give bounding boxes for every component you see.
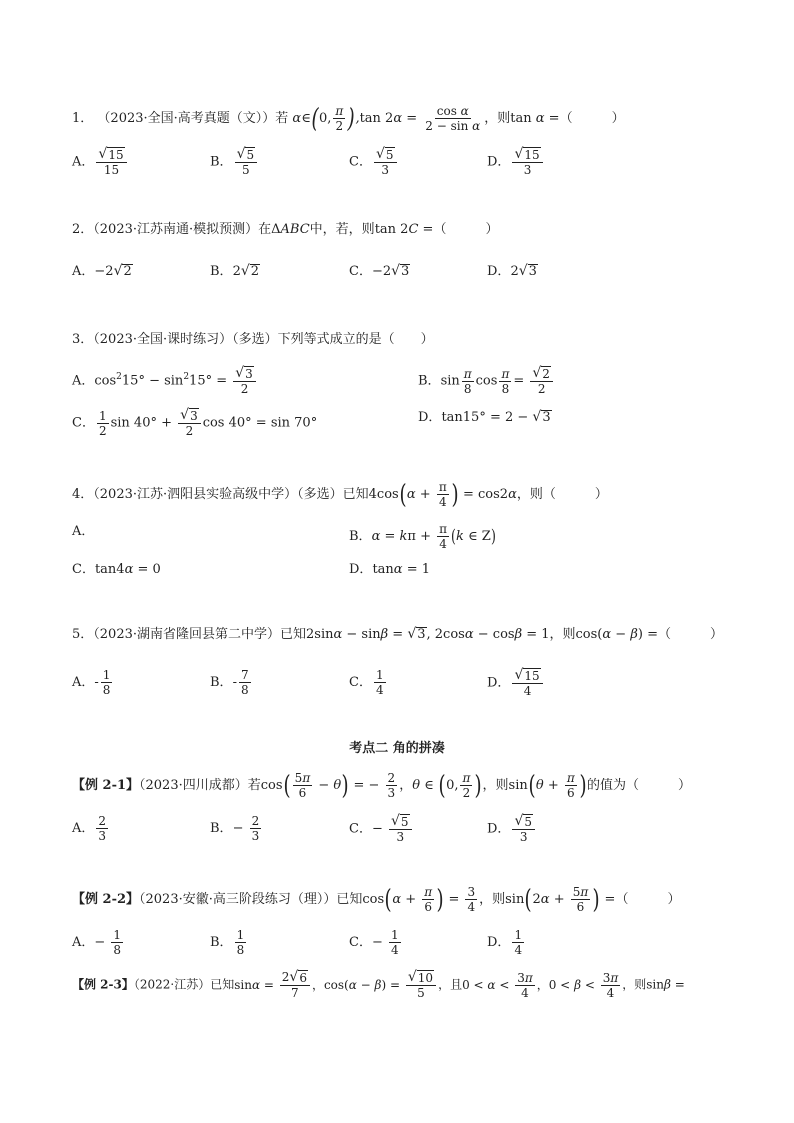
ex22-option-d[interactable]: D． $\frac{1}{4}$ <box>487 928 523 957</box>
ex21-option-c[interactable]: C．− √ 5 3 <box>349 814 414 844</box>
opt-label: A． <box>72 524 95 539</box>
ex22-blank: （ ） <box>615 892 681 907</box>
q1-option-a[interactable]: A． √ 15 15 <box>72 147 129 177</box>
q1-blank: （ ） <box>559 111 625 126</box>
opt-label: C． <box>349 821 372 837</box>
q4-option-b[interactable]: B．α = kπ + $\frac{\pi}{4}$ (k ∈ Z) <box>349 522 496 551</box>
opt-label: D． <box>487 935 511 950</box>
q2-blank: （ ） <box>433 222 499 237</box>
ex21-option-a[interactable]: A． $\frac{2}{3}$ <box>72 814 107 843</box>
q5-option-b[interactable]: B．- $\frac{7}{8}$ <box>210 668 249 697</box>
opt-label: A． <box>72 154 95 170</box>
ex22-stem <box>72 885 680 914</box>
q2-mid: 中，若，则 <box>309 222 375 237</box>
q1-number: 1． <box>72 111 94 126</box>
ex22-formula: cos(α + $\frac{\pi}{6}$ ) = $\frac{3}{4}$ <box>362 884 476 915</box>
ex23-tail: ，则 <box>622 977 647 992</box>
q5-target: cos(α − β) = <box>575 627 658 642</box>
q2-option-d[interactable]: D．2 √ 3 <box>487 263 537 279</box>
ex21-tail: 的值为（ ） <box>586 778 691 793</box>
opt-label: D． <box>487 675 511 691</box>
opt-label: B． <box>210 264 233 279</box>
opt-label: B． <box>210 935 233 950</box>
q1-stem <box>72 104 625 133</box>
q5-source: （2023·湖南省隆回县第二中学）已知 <box>93 627 306 642</box>
opt-label: D． <box>487 264 511 279</box>
ex22-option-b[interactable]: B． $\frac{1}{8}$ <box>210 928 245 957</box>
q5-formula: 2sinα − sinβ = √ 3 , 2cosα − cosβ = 1 <box>306 626 550 642</box>
opt-label: A． <box>72 821 95 836</box>
ex23-mid: ，且 <box>438 977 463 992</box>
opt-label: B． <box>210 154 233 170</box>
opt-label: C． <box>349 675 372 690</box>
opt-label: C． <box>72 415 95 431</box>
ex21-option-d[interactable]: D． √ 5 3 <box>487 814 537 844</box>
q2-number: 2． <box>72 222 94 237</box>
ex21-tag: 【例 2-1】 <box>72 778 140 793</box>
q5-tail: ，则 <box>549 627 576 642</box>
opt-label: D． <box>487 154 511 170</box>
q3-option-c[interactable]: C． $\frac{1}{2}$ sin 40° + √ 3 2 cos 40° = sin 70° <box>72 407 318 438</box>
opt-label: B． <box>349 529 372 544</box>
q2-option-c[interactable]: C．−2 √ 3 <box>349 263 410 279</box>
q2-option-b[interactable]: B．2 √ 2 <box>210 263 260 279</box>
ex23-source: （2022·江苏）已知 <box>133 977 235 992</box>
q4-formula: 4cos(α + $\frac{\pi}{4}$ ) = cos2α <box>368 479 517 510</box>
opt-label: B． <box>418 373 441 389</box>
q1-option-d[interactable]: D． √ 15 3 <box>487 147 545 177</box>
ex23-target: sinβ = <box>646 977 685 992</box>
opt-label: D． <box>487 821 511 837</box>
ex23-tag: 【例 2-3】 <box>72 977 134 992</box>
q5-option-c[interactable]: C． $\frac{1}{4}$ <box>349 668 384 697</box>
opt-label: C． <box>349 154 372 170</box>
ex21-source: （2023·四川成都）若 <box>139 778 261 793</box>
ex21-formula: cos( $\frac{5\pi}{6}$ − θ) = − $\frac{2}{3}$ ，θ ∈ (0, $\frac{\pi}{2}$ )，则sin(θ + $\frac{\pi}{6}$ ) <box>260 770 587 801</box>
opt-label: C． <box>349 264 372 279</box>
ex22-tag: 【例 2-2】 <box>72 892 140 907</box>
opt-label: B． <box>210 821 233 836</box>
section-heading: 考点二 角的拼凑 <box>349 741 445 756</box>
opt-label: A． <box>72 675 95 690</box>
q5-option-d[interactable]: D． √ 15 4 <box>487 668 545 698</box>
q5-stem <box>72 625 723 645</box>
opt-label: A． <box>72 264 95 279</box>
opt-label: C． <box>72 562 95 577</box>
q5-blank: （ ） <box>657 627 723 642</box>
q1-tail: ，则 <box>484 111 511 126</box>
q2-target: tan 2C = <box>374 222 434 237</box>
q1-target: tan α = <box>510 111 560 126</box>
ex22-option-a[interactable]: A．− $\frac{1}{8}$ <box>72 928 122 957</box>
q3-source: （2023·全国·课时练习）（多选）下列等式成立的是（ ） <box>93 332 434 347</box>
q4-option-d[interactable]: D．tanα = 1 <box>349 562 431 577</box>
q5-number: 5． <box>72 627 94 642</box>
q5-option-a[interactable]: A．- $\frac{1}{8}$ <box>72 668 111 697</box>
opt-label: C． <box>349 935 372 950</box>
q2-option-a[interactable]: A．−2 √ 2 <box>72 263 132 279</box>
opt-label: A． <box>72 935 95 950</box>
ex23-formula-2: 0 < α < $\frac{3\pi}{4}$ ，0 < β < $\frac{3\pi}{4}$ <box>462 970 619 1000</box>
opt-label: A． <box>72 373 95 389</box>
ex21-stem <box>72 771 691 800</box>
q2-stem <box>72 220 498 240</box>
q3-option-b[interactable]: B．sin $\frac{\pi}{8}$ cos $\frac{\pi}{8}$ = √ 2 2 <box>418 366 555 396</box>
q1-option-b[interactable]: B． √ 5 5 <box>210 147 259 177</box>
q4-number: 4． <box>72 487 94 502</box>
q4-option-c[interactable]: C．tan4α = 0 <box>72 562 161 577</box>
q3-number: 3． <box>72 332 94 347</box>
q2-source: （2023·江苏南通·模拟预测）在 <box>93 222 272 237</box>
ex23-formula-1: sinα = 2 √ 6 7 ，cos(α − β) = √ 10 5 <box>234 978 438 992</box>
q4-source: （2023·江苏·泗阳县实验高级中学）（多选）已知 <box>93 487 369 502</box>
ex22-option-c[interactable]: C．− $\frac{1}{4}$ <box>349 928 399 957</box>
opt-label: D． <box>418 410 442 425</box>
q4-tail: ，则（ ） <box>516 487 608 502</box>
q3-option-a[interactable]: A．$\cos^215^\circ - \sin^215^\circ$ = √ 3 2 <box>72 366 258 396</box>
opt-label: B． <box>210 675 233 690</box>
ex22-source: （2023·安徽·高三阶段练习（理））已知 <box>139 892 363 907</box>
q3-stem <box>72 330 434 350</box>
ex23-stem <box>72 970 685 1000</box>
ex22-target: sin(2α + $\frac{5\pi}{6}$ ) = <box>505 884 616 915</box>
q1-option-c[interactable]: C． √ 5 3 <box>349 147 399 177</box>
q1-formula: α∈(0, $\frac{\pi}{2}$ ),tan 2α = $\frac{\text{cos α}}{\text{2 − sin α}}$ <box>292 103 481 134</box>
ex22-tail: ，则 <box>479 892 506 907</box>
q4-stem <box>72 480 608 509</box>
q4-option-a[interactable] <box>72 522 94 542</box>
opt-label: D． <box>349 562 373 577</box>
q1-source: （2023·全国·高考真题（文））若 <box>97 111 289 126</box>
q2-triangle: ΔABC <box>271 222 310 237</box>
ex21-option-b[interactable]: B．− $\frac{2}{3}$ <box>210 814 260 843</box>
q3-option-d[interactable]: D．tan15° = 2 − √ 3 <box>418 409 551 425</box>
